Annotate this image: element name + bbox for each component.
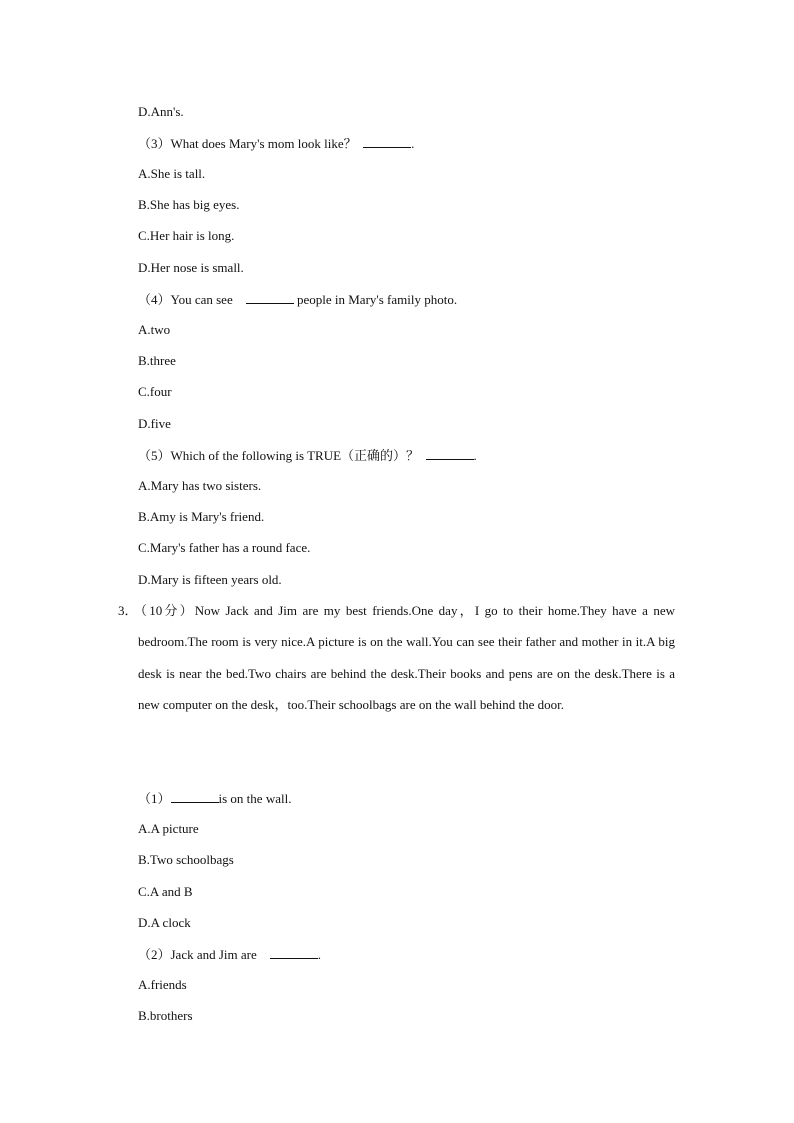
stem-text: （1） [138, 791, 171, 806]
question-2-3-stem [138, 135, 414, 152]
question-2-4-stem [138, 291, 457, 308]
stem-end: is on the wall. [218, 791, 292, 806]
question-3-2-stem [138, 946, 321, 963]
stem-text: （3）What does Mary's mom look like？ [138, 136, 357, 151]
option-q2-prev-d: D.Ann's. [138, 104, 184, 119]
stem-text: （2）Jack and Jim are [138, 947, 257, 962]
option-a: A.A picture [138, 821, 199, 836]
option-d: D.Mary is fifteen years old. [138, 572, 282, 587]
stem-end: people in Mary's family photo. [296, 292, 458, 307]
option-b: B.Amy is Mary's friend. [138, 509, 265, 524]
option-b: B.She has big eyes. [138, 197, 240, 212]
answer-blank [363, 135, 411, 148]
option-b: B.Two schoolbags [138, 852, 234, 867]
stem-end: . [411, 136, 415, 151]
stem-text: （4）You can see [138, 292, 233, 307]
option-a: A.friends [138, 977, 187, 992]
option-d: D.Her nose is small. [138, 260, 244, 275]
question-3-number: 3． [118, 603, 138, 618]
option-a: A.She is tall. [138, 166, 206, 181]
option-c: C.A and B [138, 884, 193, 899]
question-3-1-stem [138, 790, 291, 807]
question-3-passage [134, 595, 675, 720]
stem-end: . [317, 947, 322, 962]
answer-blank [426, 447, 474, 460]
option-c: C.Her hair is long. [138, 228, 235, 243]
question-2-5-stem [138, 447, 477, 464]
option-b: B.brothers [138, 1008, 193, 1023]
option-c: C.Mary's father has a round face. [138, 540, 311, 555]
stem-end: . [473, 448, 477, 463]
option-b: B.three [138, 353, 176, 368]
answer-blank [171, 790, 219, 803]
option-c: C.four [138, 384, 172, 399]
stem-text: （5）Which of the following is TRUE（正确的）？ [138, 448, 420, 463]
option-a: A.Mary has two sisters. [138, 478, 262, 493]
option-a: A.two [138, 322, 171, 337]
option-d: D.A clock [138, 915, 191, 930]
question-score: （10分） [134, 603, 195, 618]
answer-blank [270, 946, 318, 959]
answer-blank [246, 291, 294, 304]
passage-text: Now Jack and Jim are my best friends.One day，I go to their home.They have a new bedroom.The room is very nice.A picture is on the wall.You can see their father and mother in it.A big desk is near the bed.Two chairs are behind the desk.Their books and pens are on the desk.There is a new computer on the desk，too.Their schoolbags are on the wall behind the door. [138, 603, 675, 712]
option-d: D.five [138, 416, 171, 431]
